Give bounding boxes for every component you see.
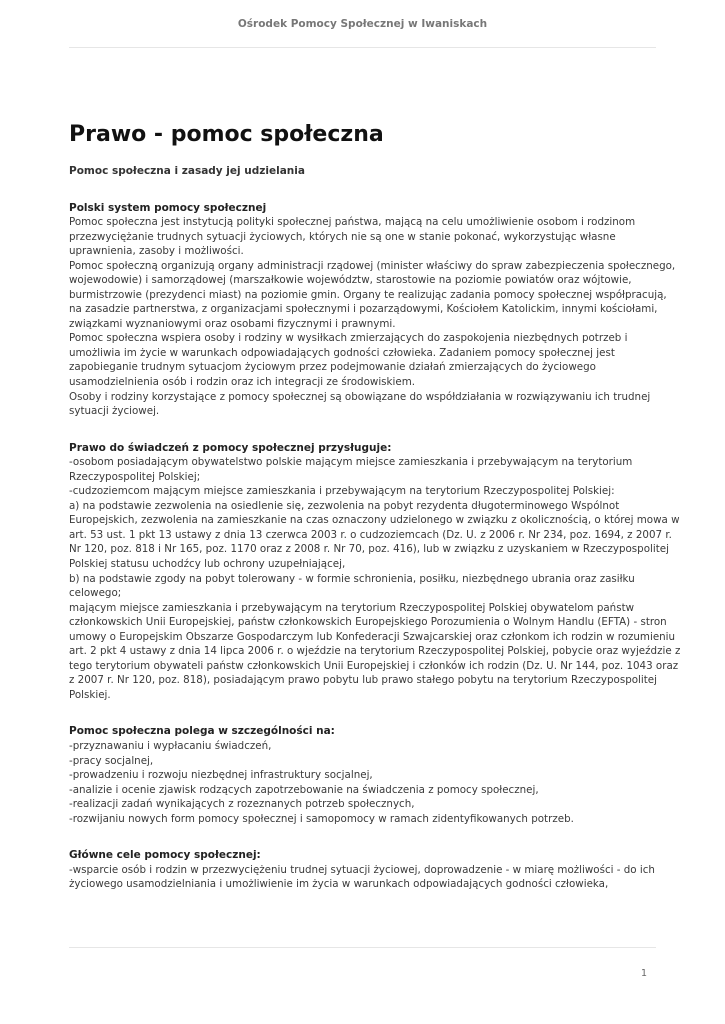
paragraph-line: umowy o Europejskim Obszarze Gospodarczym lub Konfederacji Szwajcarskiej oraz członkom ich rodzin w rozumieniu bbox=[69, 630, 676, 643]
section-heading: Główne cele pomocy społecznej: bbox=[69, 849, 261, 862]
article-section bbox=[69, 848, 659, 892]
article-sections bbox=[69, 201, 681, 892]
section-heading: Pomoc społeczna polega w szczególności na: bbox=[69, 725, 335, 738]
paragraph-line: Pomoc społeczną organizują organy administracji rządowej (minister właściwy do spraw zabezpieczenia społecznego, bbox=[69, 259, 676, 272]
paragraph-line: mającym miejsce zamieszkania i przebywającym na terytorium Rzeczypospolitej Polskiej obywatelom państw bbox=[69, 601, 635, 614]
paragraph-line: Nr 120, poz. 818 i Nr 165, poz. 1170 oraz z 2008 r. Nr 70, poz. 416), lub w związku z uzyskaniem w Rzeczypospolitej bbox=[69, 543, 669, 556]
paragraph-line: Polskiej statusu uchodźcy lub ochrony uzupełniającej, bbox=[69, 557, 346, 570]
paragraph-line: -cudzoziemcom mającym miejsce zamieszkania i przebywającym na terytorium Rzeczypospolitej Polskiej: bbox=[69, 485, 615, 498]
paragraph-line: członkowskich Unii Europejskiej, państw członkowskich Europejskiego Porozumienia o Wolnym Handlu (EFTA) - stron bbox=[69, 616, 667, 629]
paragraph-line: celowego; bbox=[69, 587, 122, 600]
paragraph-line: usamodzielnienia osób i rodzin oraz ich integracji ze środowiskiem. bbox=[69, 376, 416, 389]
paragraph-line: -realizacji zadań wynikających z rozeznanych potrzeb społecznych, bbox=[69, 798, 415, 811]
page-subtitle: Pomoc społeczna i zasady jej udzielania bbox=[69, 165, 305, 177]
paragraph-line: -wsparcie osób i rodzin w przezwyciężeniu trudnej sytuacji życiowej, doprowadzenie - w miarę możliwości - do ich bbox=[69, 863, 655, 876]
paragraph-line: umożliwia im życie w warunkach odpowiadających godności człowieka. Zadaniem pomocy społecznej jest bbox=[69, 346, 615, 359]
paragraph-line: zapobieganie trudnym sytuacjom życiowym przez podejmowanie działań zmierzających do życiowego bbox=[69, 361, 596, 374]
paragraph-line: Pomoc społeczna jest instytucją polityki społecznej państwa, mającą na celu umożliwienie osobom i rodzinom bbox=[69, 216, 636, 228]
paragraph-line: Rzeczypospolitej Polskiej; bbox=[69, 470, 201, 483]
paragraph-line: przezwyciężanie trudnych sytuacji życiowych, których nie są one w stanie pokonać, wykorzystując własne bbox=[69, 230, 616, 243]
page-title: Prawo - pomoc społeczna bbox=[69, 122, 384, 147]
header-divider bbox=[69, 47, 656, 48]
paragraph-line: -analizie i ocenie zjawisk rodzących zapotrzebowanie na świadczenia z pomocy społecznej, bbox=[69, 783, 539, 796]
paragraph-line: -pracy socjalnej, bbox=[69, 754, 154, 767]
footer-divider bbox=[69, 947, 656, 948]
paragraph-line: sytuacji życiowej. bbox=[69, 405, 160, 418]
site-title: Ośrodek Pomocy Społecznej w Iwaniskach bbox=[237, 18, 488, 30]
paragraph-line: -osobom posiadającym obywatelstwo polskie mającym miejsce zamieszkania i przebywającym na terytorium bbox=[69, 456, 633, 469]
paragraph-line: art. 53 ust. 1 pkt 13 ustawy z dnia 13 czerwca 2003 r. o cudzoziemcach (Dz. U. z 2006 r. Nr 234, poz. 1694, z 2007 r. bbox=[69, 528, 672, 541]
section-heading: Polski system pomocy społecznej bbox=[69, 201, 267, 214]
article-section bbox=[69, 441, 681, 703]
section-heading: Prawo do świadczeń z pomocy społecznej przysługuje: bbox=[69, 441, 392, 454]
paragraph-line: -prowadzeniu i rozwoju niezbędnej infrastruktury socjalnej, bbox=[69, 769, 373, 782]
paragraph-line: tego terytorium obywateli państw członkowskich Unii Europejskiej i członków ich rodzin (Dz. U. Nr 144, poz. 1043 oraz bbox=[69, 659, 679, 672]
paragraph-line: na zasadzie partnerstwa, z organizacjami społecznymi i pozarządowymi, Kościołem Katolickim, innymi kościołami, bbox=[69, 303, 658, 316]
paragraph-line: Polskiej. bbox=[69, 688, 111, 701]
paragraph-line: Europejskich, zezwolenia na zamieszkanie na czas oznaczony udzielonego w związku z okolicznością, o której mowa w bbox=[69, 514, 680, 527]
paragraph-line: b) na podstawie zgody na pobyt tolerowany - w formie schronienia, posiłku, niezbędnego ubrania oraz zasiłku bbox=[69, 572, 635, 585]
article-section bbox=[69, 724, 659, 826]
page-number: 1 bbox=[640, 968, 647, 979]
article-section bbox=[69, 201, 676, 419]
paragraph-line: art. 2 pkt 4 ustawy z dnia 14 lipca 2006 r. o wjeździe na terytorium Rzeczypospolitej Polskiej, pobycie oraz wyjeździe z bbox=[69, 645, 681, 658]
paragraph-line: uprawnienia, zasoby i możliwości. bbox=[69, 245, 244, 258]
paragraph-line: Osoby i rodziny korzystające z pomocy społecznej są obowiązane do współdziałania w rozwiązywaniu ich trudnej bbox=[69, 390, 651, 403]
paragraph-line: życiowego usamodzielniania i umożliwienie im życia w warunkach odpowiadających godności człowieka, bbox=[69, 878, 609, 891]
paragraph-line: wojewodowie) i samorządowej (marszałkowie województw, starostowie na poziomie powiatów oraz wójtowie, bbox=[69, 274, 632, 287]
paragraph-line: z 2007 r. Nr 120, poz. 818), posiadającym prawo pobytu lub prawo stałego pobytu na terytorium Rzeczypospolitej bbox=[69, 674, 657, 687]
paragraph-line: a) na podstawie zezwolenia na osiedlenie się, zezwolenia na pobyt rezydenta długoterminowego Wspólnot bbox=[69, 499, 620, 512]
paragraph-line: -przyznawaniu i wypłacaniu świadczeń, bbox=[69, 739, 272, 752]
article-content bbox=[69, 120, 681, 892]
paragraph-line: Pomoc społeczna wspiera osoby i rodziny w wysiłkach zmierzających do zaspokojenia niezbędnych potrzeb i bbox=[69, 332, 628, 345]
paragraph-line: burmistrzowie (prezydenci miast) na poziomie gmin. Organy te realizując zadania pomocy społecznej współpracują, bbox=[69, 288, 667, 301]
paragraph-line: związkami wyznaniowymi oraz osobami fizycznymi i prawnymi. bbox=[69, 317, 396, 330]
paragraph-line: -rozwijaniu nowych form pomocy społecznej i samopomocy w ramach zidentyfikowanych potrzeb. bbox=[69, 812, 574, 825]
